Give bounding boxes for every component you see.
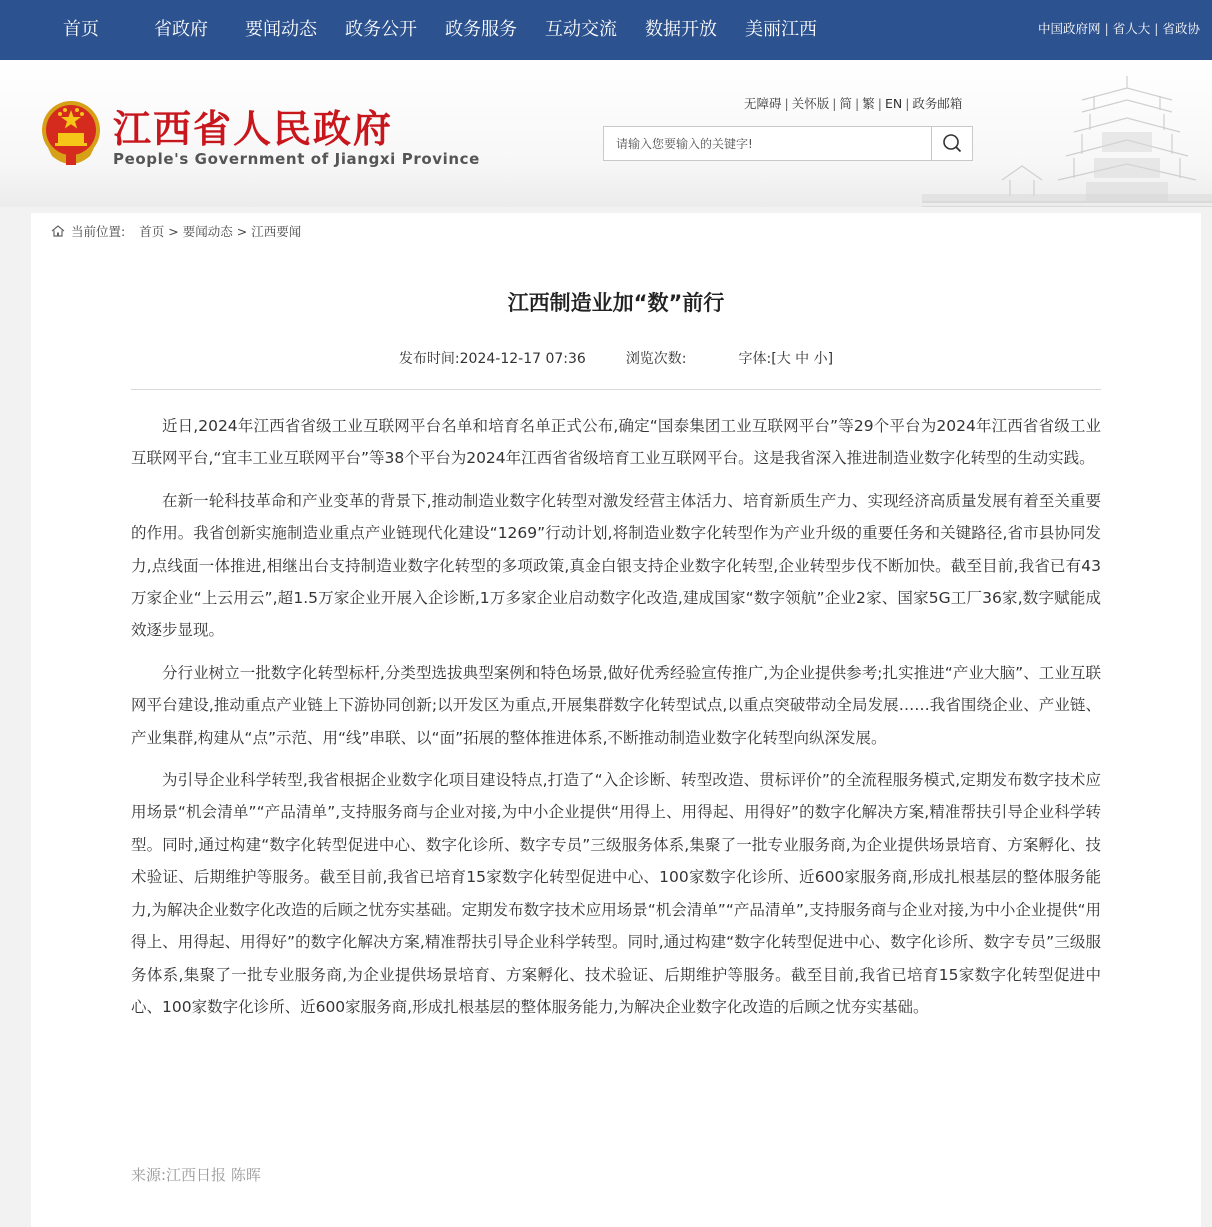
nav-item-open-data[interactable]: 数据开放 — [645, 19, 717, 40]
separator: | — [905, 96, 910, 111]
nav-item-news[interactable]: 要闻动态 — [245, 19, 317, 40]
link-simplified[interactable]: 简 — [839, 96, 852, 111]
nav-item-government[interactable]: 省政府 — [154, 19, 208, 40]
article-body — [131, 410, 1101, 1033]
breadcrumb-jiangxi-news[interactable]: 江西要闻 — [251, 224, 302, 239]
article-title: 江西制造业加“数”前行 — [507, 291, 725, 315]
nav-item-beautiful-jiangxi[interactable]: 美丽江西 — [745, 19, 817, 40]
paragraph: 近日,2024年江西省省级工业互联网平台名单和培育名单正式公布,确定“国泰集团工业互联网平台”等29个平台为2024年江西省省级工业互联网平台,“宜丰工业互联网平台”等38个平台为2024年江西省省级培育工业互联网平台。这是我省深入推进制造业数字化转型的生动实践。 — [131, 417, 1101, 468]
top-external-links — [1038, 0, 1200, 60]
link-provincial-congress[interactable]: 省人大 — [1112, 21, 1151, 36]
top-nav-bar — [0, 0, 1212, 60]
separator: | — [1154, 21, 1159, 36]
site-header — [0, 60, 1212, 207]
search-box — [603, 126, 973, 161]
site-title: 江西省人民政府 — [113, 106, 394, 151]
breadcrumb-separator: > — [236, 224, 248, 239]
nav-item-interaction[interactable]: 互动交流 — [545, 19, 617, 40]
link-china-gov[interactable]: 中国政府网 — [1038, 21, 1101, 36]
link-traditional[interactable]: 繁 — [862, 96, 875, 111]
views-label: 浏览次数: — [625, 351, 687, 367]
breadcrumb — [51, 222, 301, 240]
breadcrumb-news[interactable]: 要闻动态 — [182, 224, 233, 239]
article-card — [31, 213, 1201, 1227]
nav-item-gov-affairs-public[interactable]: 政务公开 — [345, 19, 417, 40]
meta-divider — [131, 389, 1101, 390]
link-elderly-mode[interactable]: 关怀版 — [791, 96, 830, 111]
nav-item-home[interactable]: 首页 — [63, 19, 99, 40]
pagoda-decoration-icon — [922, 70, 1212, 207]
separator: | — [784, 96, 789, 111]
nav-item-gov-services[interactable]: 政务服务 — [445, 19, 517, 40]
paragraph: 分行业树立一批数字化转型标杆,分类型选拔典型案例和特色场景,做好优秀经验宣传推广,为企业提供参考;扎实推进“产业大脑”、工业互联网平台建设,推动重点产业链上下游协同创新;以开发区为重点,开展集群数字化转型试点,以重点突破带动全局发展……我省围绕企业、产业链、产业集群,构建从“点”示范、用“线”串联、以“面”拓展的整体推进体系,不断推动制造业数字化转型向纵深发展。 — [131, 663, 1101, 747]
publish-label: 发布时间: — [398, 351, 460, 367]
article-meta — [31, 348, 1201, 368]
font-size-label: 字体: — [738, 351, 772, 367]
separator: | — [1104, 21, 1109, 36]
national-emblem-icon — [40, 100, 102, 166]
link-accessibility[interactable]: 无障碍 — [744, 96, 782, 111]
publish-time: 2024-12-17 07:36 — [459, 351, 586, 367]
breadcrumb-home[interactable]: 首页 — [139, 224, 165, 239]
separator: | — [877, 96, 882, 111]
breadcrumb-label: 当前位置: — [71, 224, 126, 239]
link-gov-mail[interactable]: 政务邮箱 — [912, 96, 963, 111]
link-english[interactable]: EN — [884, 96, 903, 111]
paragraph: 在新一轮科技革命和产业变革的背景下,推动制造业数字化转型对激发经营主体活力、培育新质生产力、实现经济高质量发展有着至关重要的作用。我省创新实施制造业重点产业链现代化建设“1269”行动计划,将制造业数字化转型作为产业升级的重要任务和关键路径,省市县协同发力,点线面一体推进,相继出台支持制造业数字化转型的多项政策,真金白银支持企业数字化转型,企业转型步伐不断加快。截至目前,我省已有43万家企业“上云用云”,超1.5万家企业开展入企诊断,1万多家企业启动数字化改造,建成国家“数字领航”企业2家、国家5G工厂36家,数字赋能成效逐步显现。 — [131, 491, 1101, 640]
link-provincial-cppcc[interactable]: 省政协 — [1162, 21, 1200, 36]
font-size-options[interactable]: [大 中 小] — [771, 351, 834, 367]
site-subtitle: People's Government of Jiangxi Province — [113, 150, 480, 168]
home-icon — [51, 225, 65, 237]
separator: | — [854, 96, 860, 111]
search-input[interactable] — [604, 127, 932, 160]
separator: | — [832, 96, 837, 111]
breadcrumb-separator: > — [168, 224, 179, 239]
paragraph: 为引导企业科学转型,我省根据企业数字化项目建设特点,打造了“入企诊断、转型改造、贯标评价”的全流程服务模式,定期发布数字技术应用场景“机会清单”“产品清单”,支持服务商与企业对接,为中小企业提供“用得上、用得起、用得好”的数字化解决方案,精准帮扶引导企业科学转型。同时,通过构建“数字化转型促进中心、数字化诊所、数字专员”三级服务体系,集聚了一批专业服务商,为企业提供场景培育、方案孵化、技术验证、后期维护等服务。截至目前,我省已培育15家数字化转型促进中心、100家数字化诊所、近600家服务商,形成扎根基层的整体服务能力,为解决企业数字化改造的后顾之忧夯实基础。定期发布数字技术应用场景“机会清单”“产品清单”,支持服务商与企业对接,为中小企业提供“用得上、用得起、用得好”的数字化解决方案,精准帮扶引导企业科学转型。同时,通过构建“数字化转型促进中心、数字化诊所、数字专员”三级服务体系,集聚了一批专业服务商,为企业提供场景培育、方案孵化、技术验证、后期维护等服务。截至目前,我省已培育15家数字化转型促进中心、100家数字化诊所、近600家服务商,形成扎根基层的整体服务能力,为解决企业数字化改造的后顾之忧夯实基础。 — [131, 771, 1101, 1016]
article-source: 来源:江西日报 陈晖 — [131, 1166, 261, 1184]
